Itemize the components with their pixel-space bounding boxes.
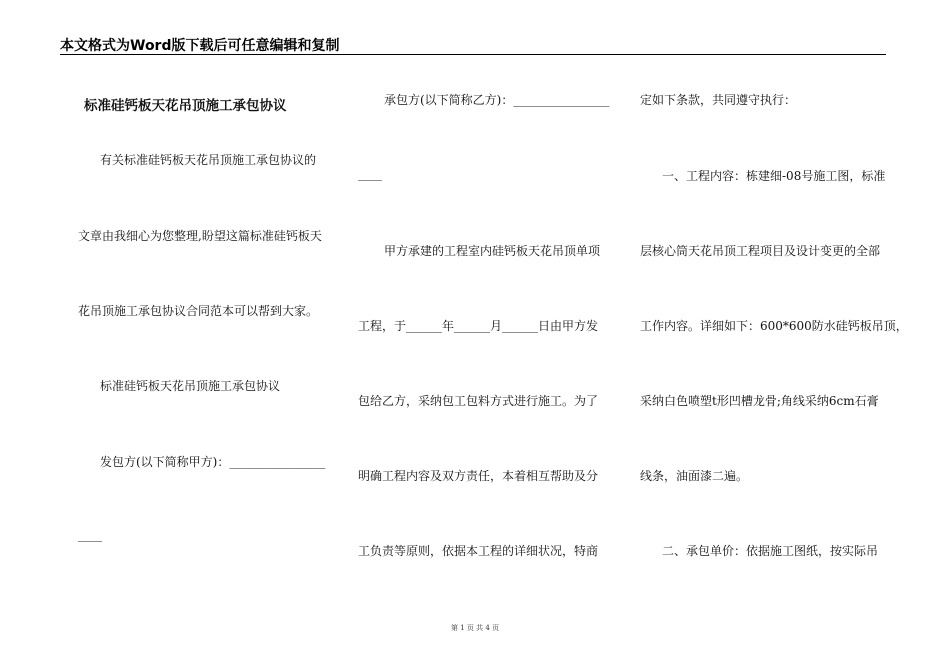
paragraph-line: ____	[358, 167, 382, 181]
header-rule	[60, 54, 886, 55]
paragraph-line: 一、工程内容：栋建细-08号施工图，标准	[662, 169, 886, 183]
paragraph-line: 甲方承建的工程室内硅钙板天花吊顶单项	[384, 244, 601, 258]
paragraph-line: ____	[78, 528, 102, 542]
paragraph-line: 标准硅钙板天花吊顶施工承包协议	[100, 379, 281, 393]
paragraph-line: 花吊顶施工承包协议合同范本可以帮到大家。	[78, 304, 319, 318]
paragraph-line: 工程，于______年______月______日由甲方发	[358, 319, 599, 333]
paragraph-line: 发包方(以下简称甲方)：________________	[100, 455, 326, 469]
paragraph-line: 采纳白色喷塑t形凹槽龙骨;角线采纳6cm石膏	[640, 394, 879, 408]
paragraph-line: 工负责等原则，依据本工程的详细状况，特商	[358, 544, 599, 558]
paragraph-line: 二、承包单价：依据施工图纸，按实际吊	[662, 544, 879, 558]
paragraph-line: 包给乙方，采纳包工包料方式进行施工。为了	[358, 394, 599, 408]
paragraph-line: 有关标准硅钙板天花吊顶施工承包协议的	[100, 153, 317, 167]
paragraph-line: 明确工程内容及双方责任，本着相互帮助及分	[358, 469, 599, 483]
paragraph-line: 线条，油面漆二遍。	[640, 469, 749, 483]
paragraph-line: 定如下条款，共同遵守执行：	[640, 93, 797, 107]
page-number: 第 1 页 共 4 页	[450, 624, 500, 632]
document-header: 本文格式为Word版下载后可任意编辑和复制	[60, 38, 340, 54]
paragraph-line: 层核心筒天花吊顶工程项目及设计变更的全部	[640, 244, 881, 258]
paragraph-line: 文章由我细心为您整理,盼望这篇标准硅钙板天	[78, 229, 322, 243]
paragraph-line: 工作内容。详细如下：600*600防水硅钙板吊顶，	[640, 319, 908, 333]
document-title: 标准硅钙板天花吊顶施工承包协议	[84, 98, 287, 114]
paragraph-line: 承包方(以下简称乙方)：________________	[384, 93, 610, 107]
